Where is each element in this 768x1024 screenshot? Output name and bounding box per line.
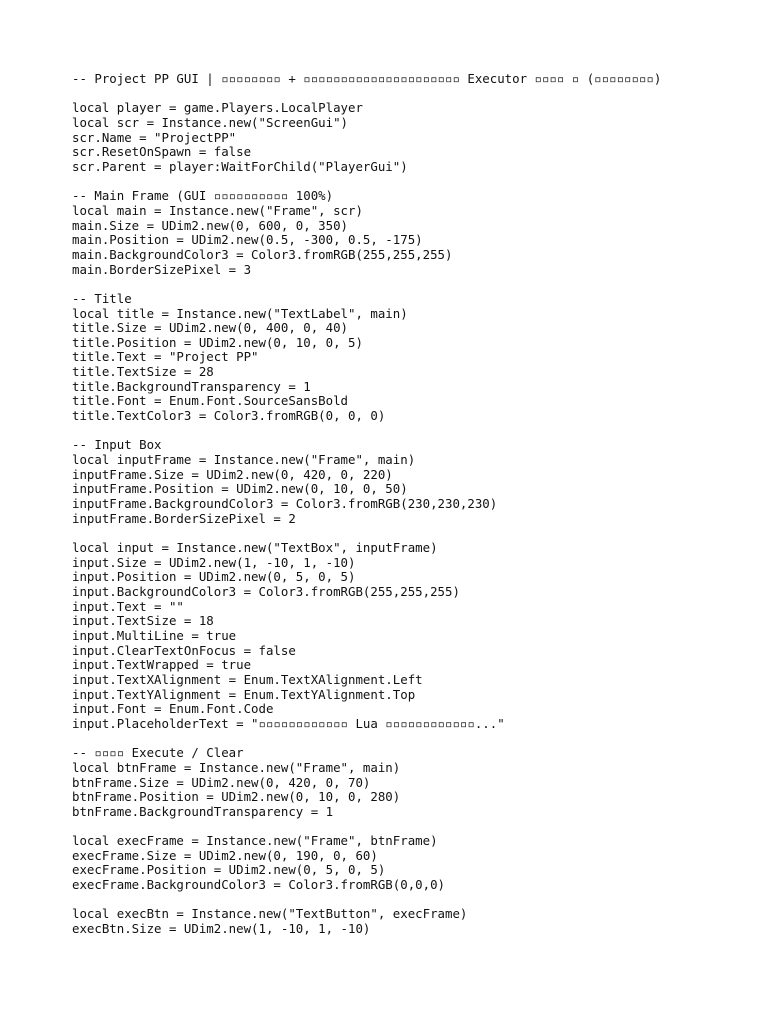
- code-line: input.Font = Enum.Font.Code: [72, 701, 274, 717]
- comment-line: -- Title: [72, 290, 132, 306]
- code-line: input.ClearTextOnFocus = false: [72, 642, 296, 658]
- code-line: execFrame.BackgroundColor3 = Color3.fromRGB(0,0,0): [72, 877, 445, 893]
- code-line: local inputFrame = Instance.new("Frame", main): [72, 452, 416, 468]
- comment-line: -- Project PP GUI | ▫▫▫▫▫▫▫▫ + ▫▫▫▫▫▫▫▫▫▫▫▫▫▫▫▫▫▫▫▫▫ Executor ▫▫▫▫ ▫ (▫▫▫▫▫▫▫▫): [72, 71, 662, 86]
- code-line: scr.Parent = player:WaitForChild("PlayerGui"): [72, 158, 408, 174]
- code-line: title.Position = UDim2.new(0, 10, 0, 5): [72, 334, 363, 350]
- code-line: title.TextSize = 28: [72, 364, 214, 380]
- code-line: execFrame.Size = UDim2.new(0, 190, 0, 60): [72, 847, 378, 863]
- code-line: input.Position = UDim2.new(0, 5, 0, 5): [72, 569, 356, 585]
- comment-line: -- Input Box: [72, 437, 162, 453]
- blank-line: [72, 819, 762, 834]
- code-line: title.Font = Enum.Font.SourceSansBold: [72, 393, 349, 409]
- code-line: local btnFrame = Instance.new("Frame", main): [72, 759, 401, 775]
- code-line: local execFrame = Instance.new("Frame", btnFrame): [72, 833, 438, 849]
- comment-line: -- Main Frame (GUI ▫▫▫▫▫▫▫▫▫▫ 100%): [72, 188, 334, 204]
- code-line: local input = Instance.new("TextBox", inputFrame): [72, 540, 438, 555]
- code-line: btnFrame.BackgroundTransparency = 1: [72, 803, 334, 819]
- code-line: input.MultiLine = true: [72, 627, 237, 643]
- code-line: input.Text = "": [72, 598, 184, 614]
- blank-line: [72, 893, 762, 908]
- code-line: inputFrame.Size = UDim2.new(0, 420, 0, 220): [72, 466, 393, 482]
- code-line: input.TextXAlignment = Enum.TextXAlignment.Left: [72, 671, 423, 687]
- code-line: btnFrame.Size = UDim2.new(0, 420, 0, 70): [72, 774, 371, 790]
- code-line: execFrame.Position = UDim2.new(0, 5, 0, 5): [72, 862, 386, 878]
- blank-line: [72, 732, 762, 747]
- code-line: input.TextWrapped = true: [72, 657, 252, 673]
- code-line: main.BorderSizePixel = 3: [72, 261, 252, 277]
- code-line: input.TextYAlignment = Enum.TextYAlignment.Top: [72, 686, 416, 702]
- code-line: input.PlaceholderText = "▫▫▫▫▫▫▫▫▫▫▫▫ Lua ▫▫▫▫▫▫▫▫▫▫▫▫...": [72, 715, 505, 731]
- code-line: scr.Name = "ProjectPP": [72, 129, 237, 145]
- code-line: local title = Instance.new("TextLabel", main): [72, 305, 408, 321]
- code-line: scr.ResetOnSpawn = false: [72, 144, 252, 160]
- comment-line: -- ▫▫▫▫ Execute / Clear: [72, 745, 244, 761]
- blank-line: [72, 424, 762, 439]
- code-listing: [72, 72, 762, 937]
- code-line: local execBtn = Instance.new("TextButton", execFrame): [72, 906, 468, 922]
- code-line: local scr = Instance.new("ScreenGui"): [72, 114, 349, 130]
- code-line: title.Size = UDim2.new(0, 400, 0, 40): [72, 320, 349, 336]
- blank-line: [72, 175, 762, 190]
- code-line: main.BackgroundColor3 = Color3.fromRGB(255,255,255): [72, 246, 453, 262]
- blank-line: [72, 87, 762, 102]
- code-line: local player = game.Players.LocalPlayer: [72, 100, 363, 116]
- code-line: inputFrame.Position = UDim2.new(0, 10, 0, 50): [72, 481, 408, 497]
- code-line: inputFrame.BackgroundColor3 = Color3.fromRGB(230,230,230): [72, 496, 498, 512]
- blank-line: [72, 277, 762, 292]
- code-line: input.TextSize = 18: [72, 613, 214, 629]
- code-line: execBtn.Size = UDim2.new(1, -10, 1, -10): [72, 921, 371, 937]
- blank-line: [72, 526, 762, 541]
- code-line: btnFrame.Position = UDim2.new(0, 10, 0, 280): [72, 789, 401, 805]
- code-line: main.Position = UDim2.new(0.5, -300, 0.5, -175): [72, 232, 423, 248]
- code-line: local main = Instance.new("Frame", scr): [72, 202, 363, 218]
- code-line: inputFrame.BorderSizePixel = 2: [72, 510, 296, 526]
- code-line: input.BackgroundColor3 = Color3.fromRGB(255,255,255): [72, 583, 460, 599]
- code-line: title.TextColor3 = Color3.fromRGB(0, 0, 0): [72, 408, 386, 424]
- code-line: title.Text = "Project PP": [72, 349, 259, 365]
- code-line: title.BackgroundTransparency = 1: [72, 378, 311, 394]
- code-line: main.Size = UDim2.new(0, 600, 0, 350): [72, 217, 349, 233]
- code-line: input.Size = UDim2.new(1, -10, 1, -10): [72, 554, 356, 570]
